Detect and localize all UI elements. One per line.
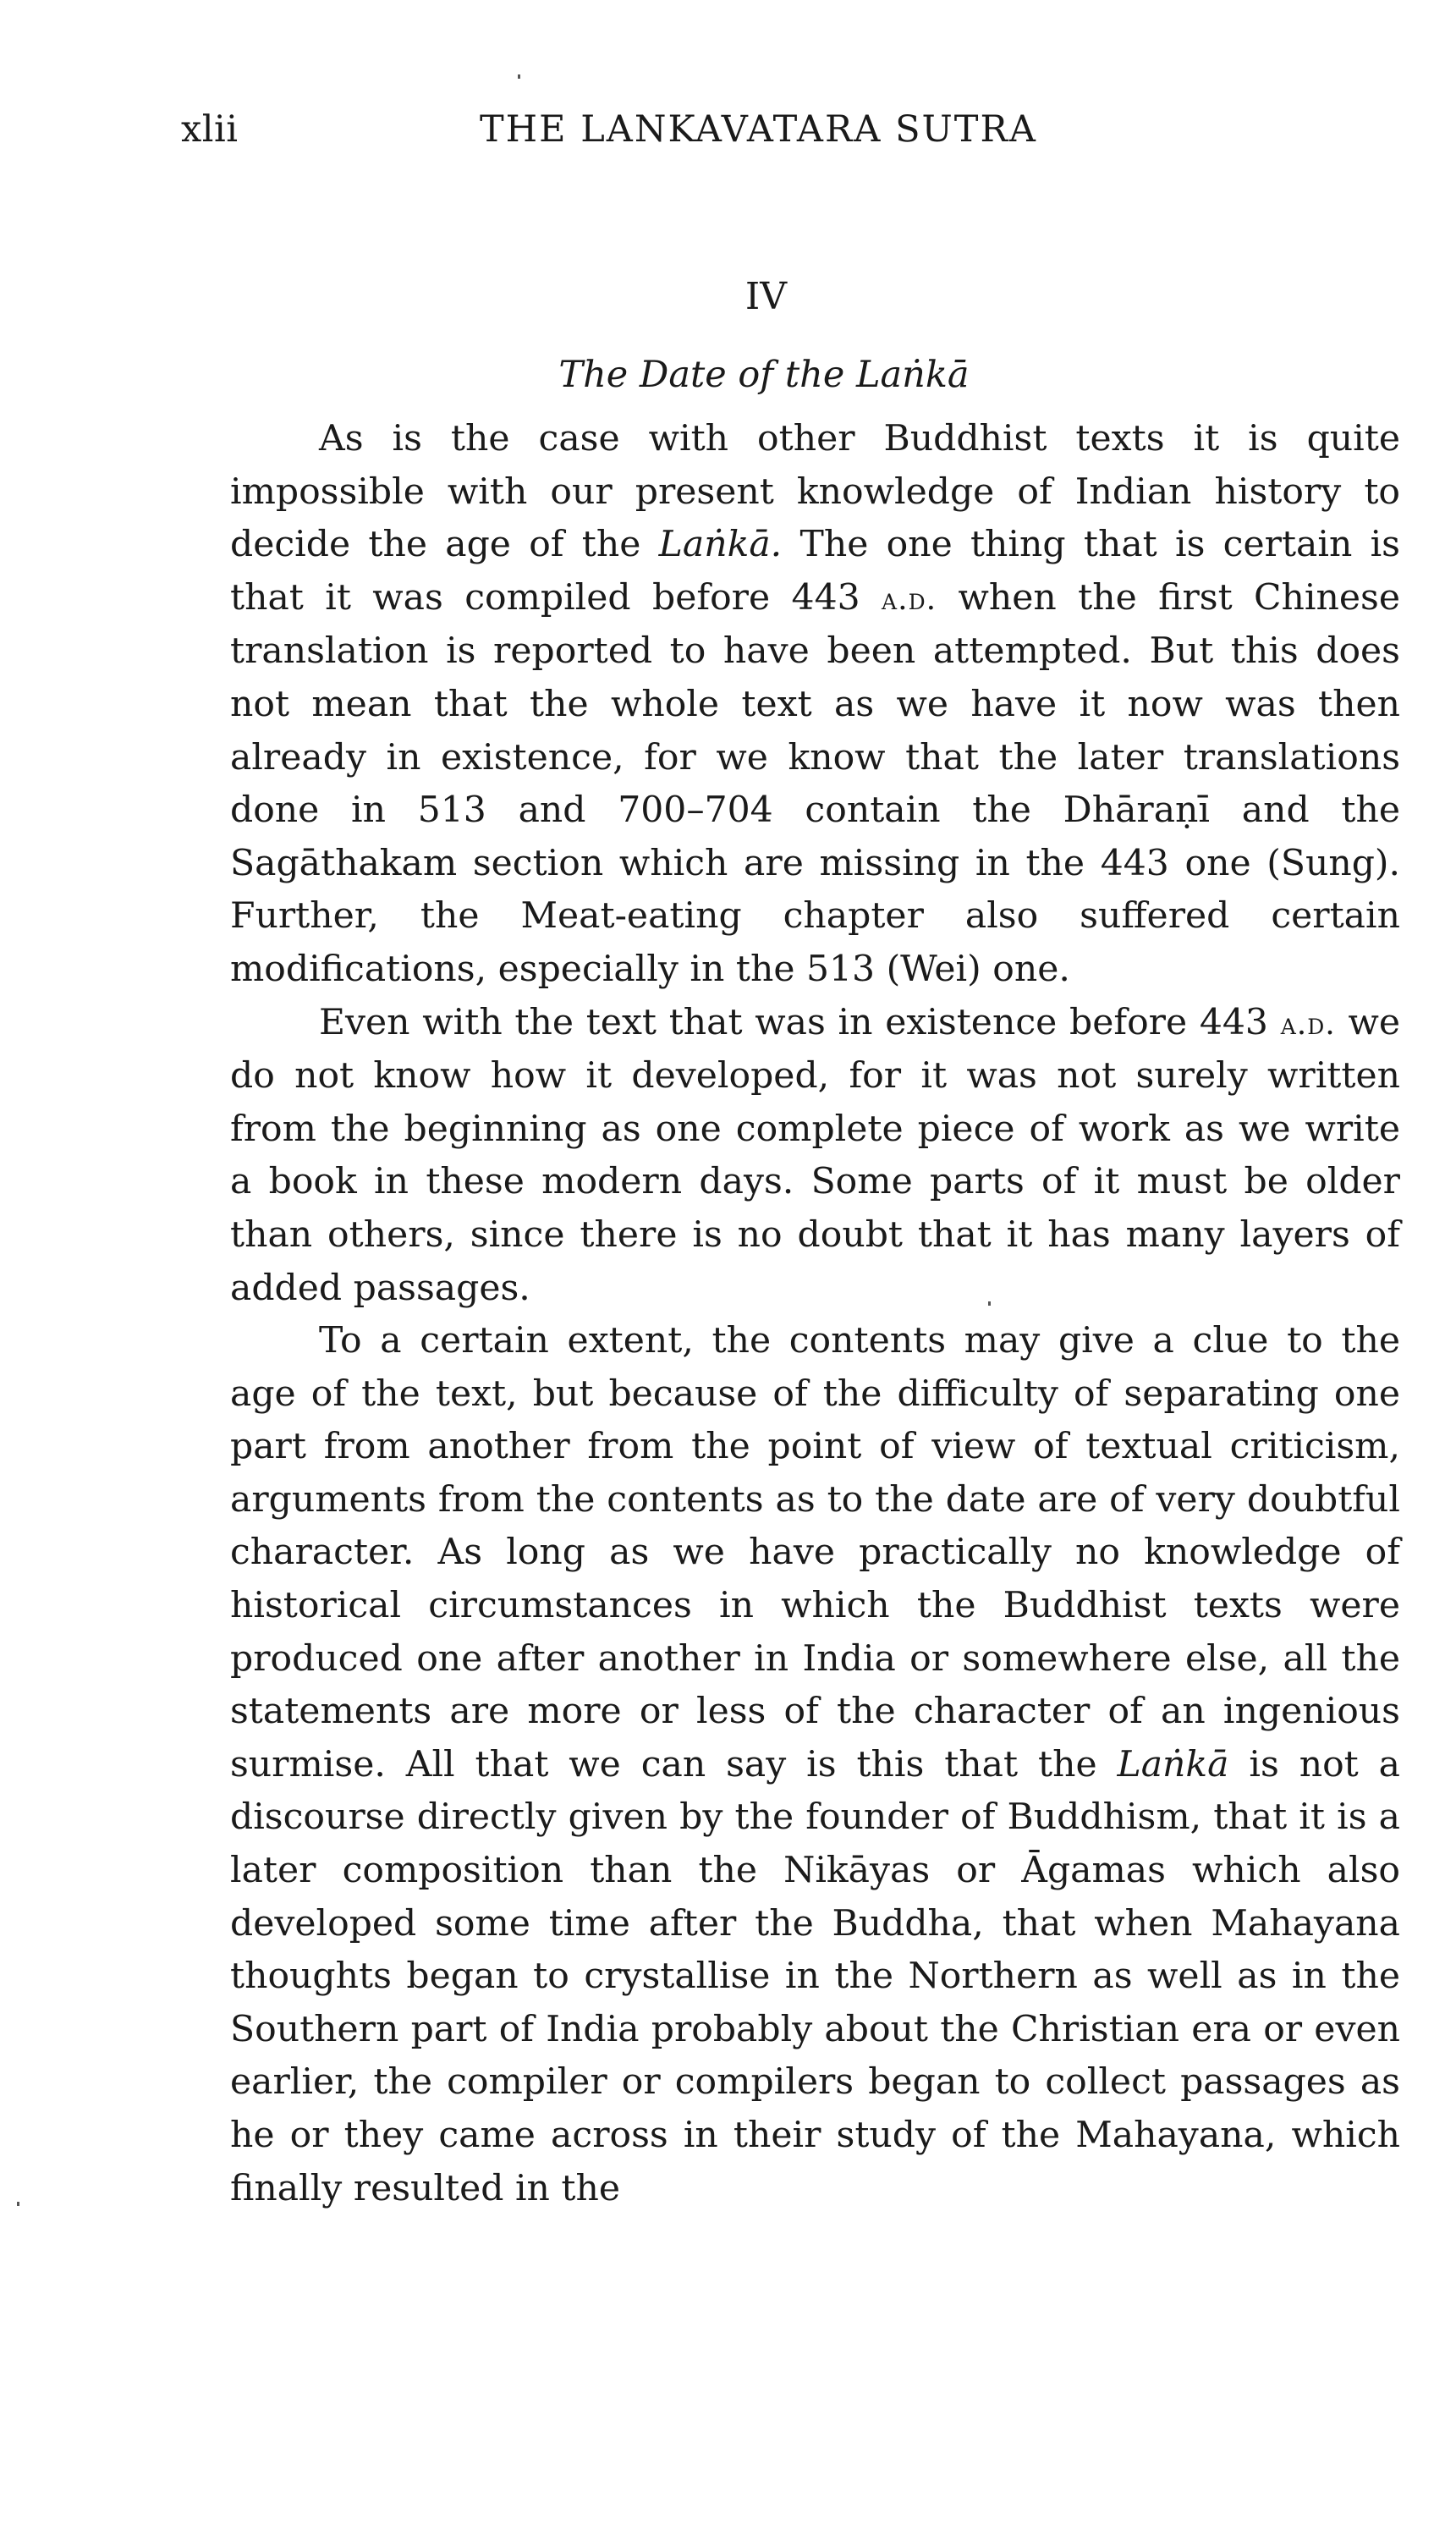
paragraph-1-text-a: As is the case with other Buddhist texts it is quite impossible with our present knowledge of Indian history to decide the age of the bbox=[230, 418, 1400, 566]
body-text bbox=[230, 413, 1400, 2215]
paragraph-2-text-a: Even with the text that was in existence before 443 bbox=[319, 1001, 1281, 1043]
section-title: The Date of the Laṅkā bbox=[558, 354, 970, 396]
paragraph-1-era: a.d. bbox=[882, 580, 937, 617]
paragraph-3 bbox=[230, 1315, 1400, 2215]
running-head bbox=[181, 108, 1408, 159]
running-title: THE LANKAVATARA SUTRA bbox=[480, 108, 1037, 151]
print-speck bbox=[988, 1301, 991, 1306]
print-speck bbox=[17, 2202, 19, 2206]
paragraph-3-italic-lanka: Laṅkā bbox=[1117, 1743, 1229, 1785]
paragraph-1 bbox=[230, 413, 1400, 997]
paragraph-2-text-c: we do not know how it developed, for it was not surely written from the beginning as one complete piece of work as we write a book in these modern days. Some parts of it must be older than others, since there is no doubt that it has many layers of added passages. bbox=[230, 1001, 1400, 1309]
paragraph-2 bbox=[230, 997, 1400, 1316]
paragraph-3-text-c: is not a discourse directly given by the founder of Buddhism, that it is a later composition than the Nikāyas or Āgamas which also developed some time after the Buddha, that when Mahayana thoughts began to crystallise in the Northern as well as in the Southern part of India probably about the Christian era or even earlier, the compiler or compilers began to collect passages as he or they came across in their study of the Mahayana, which finally resulted in the bbox=[230, 1743, 1400, 2209]
paragraph-2-era: a.d. bbox=[1280, 1004, 1336, 1042]
section-number: IV bbox=[744, 275, 788, 318]
page-number: xlii bbox=[181, 108, 239, 151]
paragraph-1-italic-lanka: Laṅkā. bbox=[658, 524, 783, 566]
paragraph-1-text-e: when the first Chinese translation is reported to have been attempted. But this does not mean that the whole text as we have it now was then already in existence, for we know that the later translations done in 513 and 700–704 contain the Dhāraṇī and the Sagāthakam section which are missing in the 443 one (Sung). Further, the Meat-eating chapter also suffered certain modifications, especially in the 513 (Wei) one. bbox=[230, 576, 1400, 990]
paragraph-3-text-a: To a certain extent, the contents may give a clue to the age of the text, but because of the difficulty of separating one part from another from the point of view of textual criticism, arguments from the contents as to the date are of very doubtful character. As long as we have practically no knowledge of historical circumstances in which the Buddhist texts were produced one after another in India or somewhere else, all the statements are more or less of the character of an ingenious surmise. All that we can say is this that the bbox=[230, 1320, 1400, 1785]
paragraph-1-text-c: The one thing that is certain is that it was compiled before 443 bbox=[230, 524, 1400, 619]
print-speck bbox=[518, 74, 520, 79]
